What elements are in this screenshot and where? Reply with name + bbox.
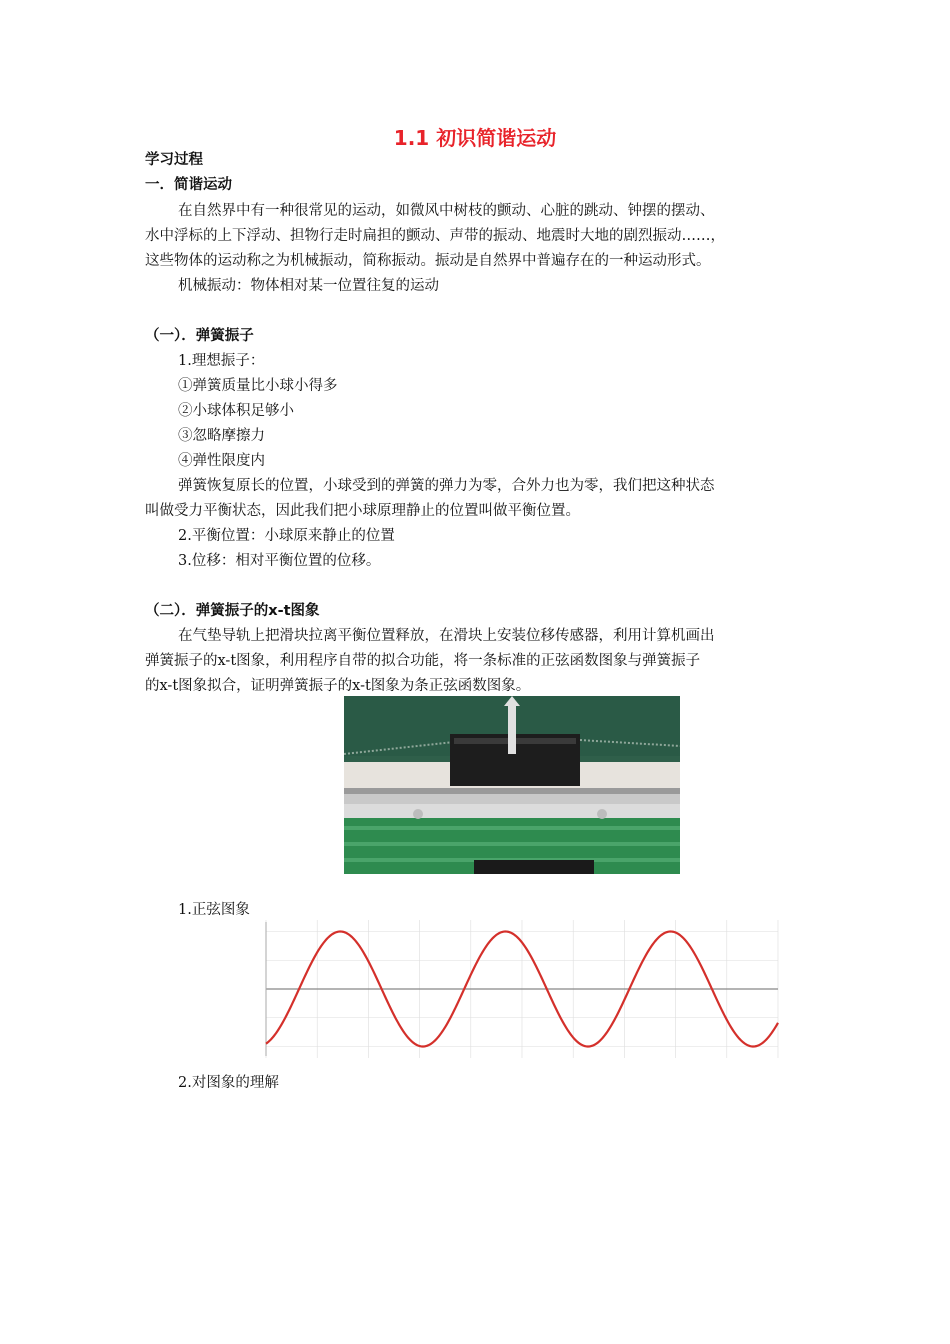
subsection1-item-3: ②小球体积足够小 [178,403,294,419]
sine-chart [258,920,780,1058]
subsection2-para-line2: 弹簧振子的x-t图象，利用程序自带的拟合功能，将一条标准的正弦函数图象与弹簧振子 [145,653,701,669]
section1-para2: 机械振动：物体相对某一位置往复的运动 [178,278,439,294]
sine-chart-svg [258,920,780,1058]
subsection1-heading: （一）．弹簧振子 [145,328,254,344]
subsection2-para-line3: 的x-t图象拟合，证明弹簧振子的x-t图象为条正弦函数图象。 [145,678,531,694]
subsection1-item-5: ④弹性限度内 [178,453,265,469]
subsection2-heading: （二）．弹簧振子的x-t图象 [145,603,320,619]
subsection1-item-equilibrium: 2.平衡位置：小球原来静止的位置 [178,528,395,544]
subsection2-para-line1: 在气垫导轨上把滑块拉离平衡位置释放，在滑块上安装位移传感器，利用计算机画出 [178,628,715,644]
section1-para1-line1: 在自然界中有一种很常见的运动，如微风中树枝的颤动、心脏的跳动、钟摆的摆动、 [178,203,715,219]
section1-heading: 一．简谐运动 [145,177,232,193]
air-track-photo [344,696,680,874]
subsection1-item-2: ①弹簧质量比小球小得多 [178,378,338,394]
subsection1-item-1: 1.理想振子： [178,353,265,369]
subsection1-para-line2: 叫做受力平衡状态，因此我们把小球原理静止的位置叫做平衡位置。 [145,503,580,519]
subsection1-item-displacement: 3.位移：相对平衡位置的位移。 [178,553,381,569]
section1-para1-line2: 水中浮标的上下浮动、担物行走时扁担的颤动、声带的振动、地震时大地的剧烈振动……， [145,228,725,244]
subsection1-para-line1: 弹簧恢复原长的位置，小球受到的弹簧的弹力为零，合外力也为零，我们把这种状态 [178,478,715,494]
subsection2-item-understanding: 2.对图象的理解 [178,1075,279,1091]
page-title: 1.1 初识简谐运动 [393,126,557,150]
learning-heading: 学习过程 [145,152,203,168]
section1-para1-line3: 这些物体的运动称之为机械振动，简称振动。振动是自然界中普遍存在的一种运动形式。 [145,253,711,269]
subsection1-item-4: ③忽略摩擦力 [178,428,265,444]
subsection2-item-sine: 1.正弦图象 [178,902,250,918]
